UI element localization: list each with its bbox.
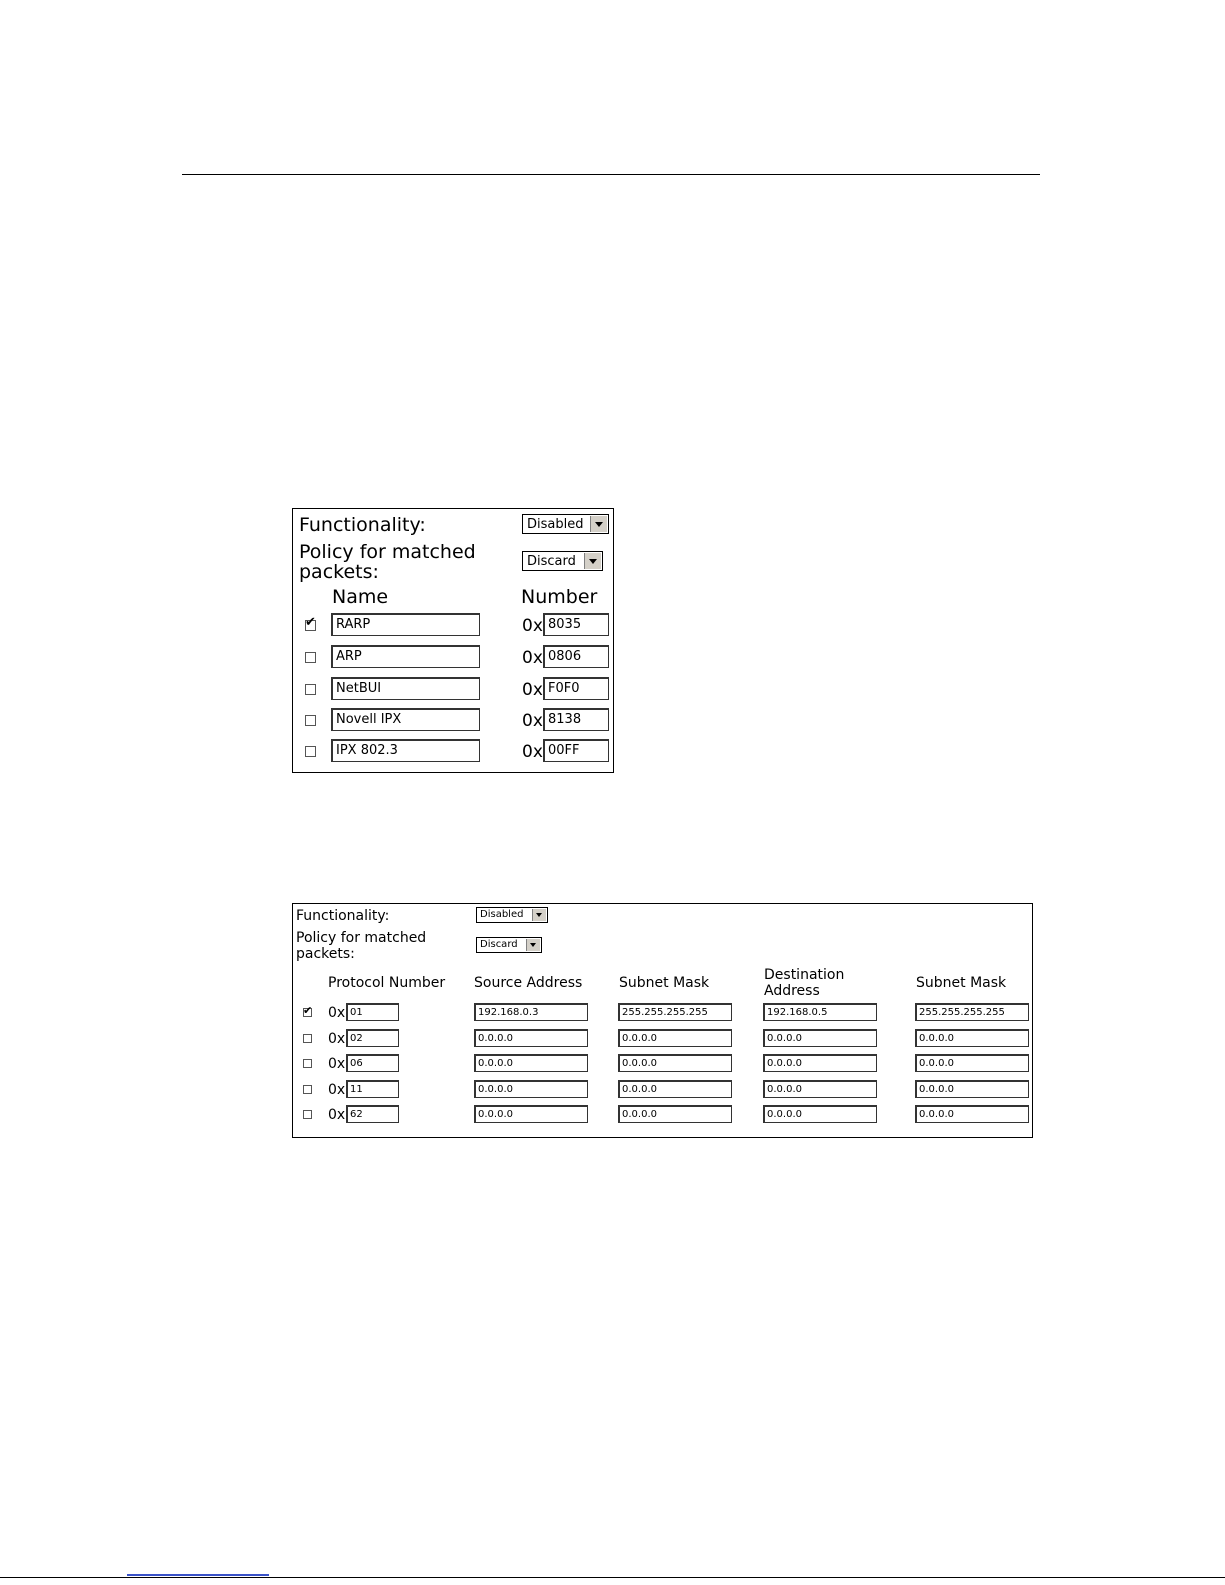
protocol-number-input[interactable]: 02 — [346, 1029, 399, 1047]
protocol-number-input[interactable]: 01 — [346, 1003, 399, 1021]
protocol-number-input[interactable]: 00FF — [543, 739, 609, 762]
destination-address-input[interactable]: 0.0.0.0 — [763, 1080, 877, 1098]
protocol-number-input[interactable]: 11 — [346, 1080, 399, 1098]
column-header-protocol: Protocol Number — [328, 975, 446, 991]
functionality-label: Functionality: — [296, 908, 390, 924]
hex-prefix: 0x — [522, 616, 543, 636]
subnet-mask-2-input[interactable]: 0.0.0.0 — [915, 1029, 1029, 1047]
row-checkbox[interactable]: ✔ — [305, 615, 316, 630]
hex-prefix: 0x — [328, 1005, 346, 1021]
row-checkbox[interactable] — [305, 652, 316, 663]
column-header-subnet-mask-2: Subnet Mask — [916, 975, 1007, 991]
protocol-number-input[interactable]: 06 — [346, 1054, 399, 1072]
protocol-name-input[interactable]: IPX 802.3 — [331, 739, 480, 762]
destination-address-input[interactable]: 0.0.0.0 — [763, 1029, 877, 1047]
policy-label-line1: Policy for matched — [299, 541, 476, 563]
hex-prefix: 0x — [328, 1082, 346, 1098]
protocol-number-input[interactable]: 8035 — [543, 613, 609, 636]
column-header-subnet-mask: Subnet Mask — [619, 975, 710, 991]
footer-link[interactable] — [127, 1574, 269, 1576]
subnet-mask-input[interactable]: 255.255.255.255 — [618, 1003, 732, 1021]
subnet-mask-2-input[interactable]: 0.0.0.0 — [915, 1105, 1029, 1123]
policy-select[interactable]: Discard — [476, 937, 542, 953]
subnet-mask-input[interactable]: 0.0.0.0 — [618, 1054, 732, 1072]
chevron-down-icon[interactable] — [526, 939, 540, 951]
row-checkbox[interactable]: ✔ — [303, 1004, 313, 1017]
row-checkbox[interactable] — [305, 746, 316, 757]
header-rule — [182, 174, 1040, 175]
functionality-select[interactable]: Disabled — [476, 907, 548, 923]
policy-label-line1: Policy for matched — [296, 930, 427, 946]
hex-prefix: 0x — [522, 742, 543, 762]
row-checkbox[interactable] — [303, 1085, 312, 1094]
destination-address-input[interactable]: 0.0.0.0 — [763, 1054, 877, 1072]
subnet-mask-input[interactable]: 0.0.0.0 — [618, 1029, 732, 1047]
protocol-name-input[interactable]: RARP — [331, 613, 480, 636]
hex-prefix: 0x — [328, 1056, 346, 1072]
protocol-name-input[interactable]: Novell IPX — [331, 708, 480, 731]
chevron-down-icon[interactable] — [584, 553, 601, 569]
footer-rule — [0, 1577, 1225, 1578]
functionality-select[interactable]: Disabled — [522, 514, 609, 534]
row-checkbox[interactable] — [305, 715, 316, 726]
policy-select[interactable]: Discard — [522, 551, 603, 571]
source-address-input[interactable]: 0.0.0.0 — [474, 1080, 588, 1098]
hex-prefix: 0x — [328, 1107, 346, 1123]
subnet-mask-2-input[interactable]: 0.0.0.0 — [915, 1080, 1029, 1098]
protocol-number-input[interactable]: 0806 — [543, 645, 609, 668]
source-address-input[interactable]: 0.0.0.0 — [474, 1029, 588, 1047]
policy-label-line2: packets: — [299, 561, 379, 583]
policy-label-line2: packets: — [296, 946, 355, 962]
chevron-down-icon[interactable] — [590, 516, 607, 532]
column-header-number: Number — [521, 586, 598, 608]
row-checkbox[interactable] — [303, 1110, 312, 1119]
hex-prefix: 0x — [522, 648, 543, 668]
protocol-number-input[interactable]: 8138 — [543, 708, 609, 731]
column-header-destination-line1: Destination — [764, 967, 845, 983]
destination-address-input[interactable]: 192.168.0.5 — [763, 1003, 877, 1021]
column-header-destination-line2: Address — [764, 983, 820, 999]
row-checkbox[interactable] — [303, 1034, 312, 1043]
source-address-input[interactable]: 192.168.0.3 — [474, 1003, 588, 1021]
protocol-name-input[interactable]: ARP — [331, 645, 480, 668]
ip-filter-panel — [292, 903, 1033, 1138]
subnet-mask-2-input[interactable]: 0.0.0.0 — [915, 1054, 1029, 1072]
protocol-number-input[interactable]: F0F0 — [543, 677, 609, 700]
hex-prefix: 0x — [522, 711, 543, 731]
source-address-input[interactable]: 0.0.0.0 — [474, 1105, 588, 1123]
row-checkbox[interactable] — [305, 684, 316, 695]
chevron-down-icon[interactable] — [532, 909, 546, 921]
row-checkbox[interactable] — [303, 1059, 312, 1068]
destination-address-input[interactable]: 0.0.0.0 — [763, 1105, 877, 1123]
functionality-label: Functionality: — [299, 514, 426, 536]
column-header-source: Source Address — [474, 975, 583, 991]
column-header-name: Name — [332, 586, 389, 608]
hex-prefix: 0x — [522, 680, 543, 700]
subnet-mask-input[interactable]: 0.0.0.0 — [618, 1080, 732, 1098]
ethernet-filter-panel — [292, 508, 614, 773]
subnet-mask-input[interactable]: 0.0.0.0 — [618, 1105, 732, 1123]
protocol-number-input[interactable]: 62 — [346, 1105, 399, 1123]
source-address-input[interactable]: 0.0.0.0 — [474, 1054, 588, 1072]
hex-prefix: 0x — [328, 1031, 346, 1047]
subnet-mask-2-input[interactable]: 255.255.255.255 — [915, 1003, 1029, 1021]
protocol-name-input[interactable]: NetBUI — [331, 677, 480, 700]
